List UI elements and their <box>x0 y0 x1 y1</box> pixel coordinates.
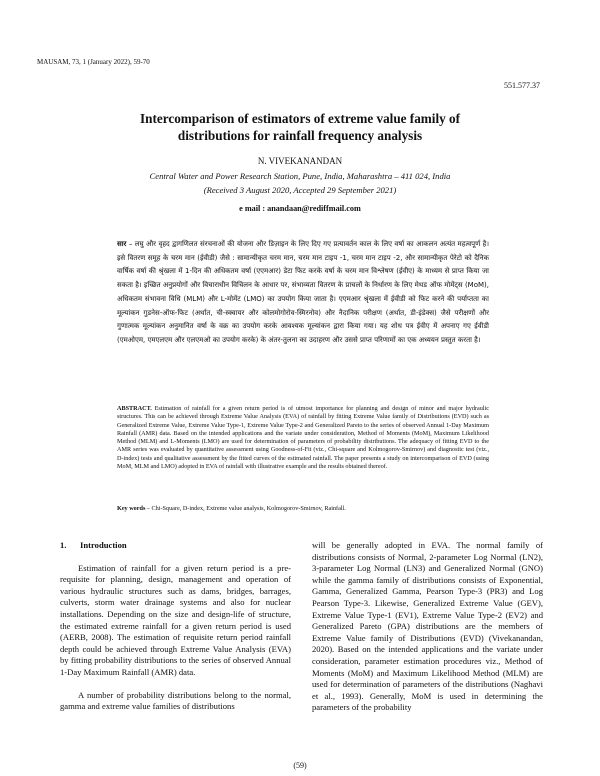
title-line-1: Intercomparison of estimators of extreme value family of <box>140 111 460 126</box>
intro-paragraph-right: will be generally adopted in EVA. The normal family of distributions consists of Normal, 2-parameter Log Normal (LN2), 3-parameter Log Normal (LN3) and Generalized Normal (GNO) while the gamma family of distributions consists of Exponential, Gamma, Generalized Gamma, Pearson Type-3 (PR3) and Log Pearson Type-3. Likewise, Generalized Extreme Value (GEV), Extreme Value Type-1 (EV1), Extreme Value Type-2 (EV2) and Generalized Pareto (GPA) distributions are the members of Extreme Value family of Distributions (EVD) (Vivekanandan, 2020). Based on the intended applications and the variate under consideration, parameter estimation procedures viz., Method of Moments (MoM) and Maximum Likelihood Method (MLM) are used for determination of parameters of the distributions (Naghavi et al., 1993). Generally, MoM is used in determining the parameters of the probability <box>312 540 543 713</box>
received-dates: (Received 3 August 2020, Accepted 29 September 2021) <box>203 185 397 195</box>
intro-paragraph-1: Estimation of rainfall for a given return period is a pre-requisite for planning, design, management and operation of various hydraulic structures such as dams, bridges, barrages, culverts, storm water drainage systems and also for nuclear installations. Depending on the size and design-life of structure, the estimated extreme rainfall for a given return period is used (AERB, 2008). The estimation of requisite return period rainfall depth could be achieved through Extreme Value Analysis (EVA) by fitting probability distributions to the series of observed Annual 1-Day Maximum Rainfall (AMR) data. <box>60 562 291 677</box>
body-column-right <box>312 540 543 725</box>
paper-title <box>60 110 540 144</box>
keywords-label: Key words <box>117 505 146 512</box>
author-name: N. VIVEKANANDAN <box>257 156 343 166</box>
page-number: (59) <box>293 761 307 770</box>
english-abstract <box>117 405 489 471</box>
keywords-text: – Chi-Square, D-index, Extreme value analysis, Kolmogorov-Smirnov, Rainfall. <box>145 505 346 512</box>
section-title: Introduction <box>80 540 127 550</box>
abstract-label: ABSTRACT. <box>117 405 152 412</box>
hindi-abstract-text: – लघु और वृहद द्वागणिलत संरचनाओं की योजना और डिज़ाइन के लिए दिए गए प्रत्यावर्तन काल के लिए वर्षा का आकलन अत्यंत महत्वपूर्ण है। इसे वितरण समूह के चरम मान (ईवीडी) जैसे : सामान्यीकृत चरम मान, चरम मान टाइप -1, चरम मान टाइप -2, और सामान्यीकृत पेरेटो को दैनिक वार्षिक वर्षा की श्रृंखला में 1-दिन की अधिकतम वर्षा (एएमआर) डेटा फिट करके वर्षा के चरम मान विश्लेषण (ईवीए) के माध्यम से प्राप्त किया जा सकता है। इच्छित अनुप्रयोगों और विचाराधीन विचिलन के आधार पर, संभाव्यता वितरण के प्राचलों के निर्धारण के लिए मेथड ऑफ मोमेंट्स (MoM), अधिकतम संभावना विधि (MLM) और L-मोमेंट (LMO) का उपयोग किया जाता है। एएमआर श्रृंखला में ईवीडी को फिट करने की पर्याप्तता का मूल्यांकन गुडनेस-ऑफ-फिट (अर्थात, ची-स्क्वायर और कोलमोगोरोव-स्मिरनोव) और नैदानिक परीक्षण (अर्थात, डी-इंडेक्स) जैसे परीक्षणों और गुणात्मक मूल्यांकन अनुमानित वर्षा के वक्र का उपयोग करके आवश्यक मूल्यांकन द्वारा किया गया। यह शोध पत्र ईवीए में अपनाए गए ईवीडी (एमओएम, एमएलएम और एलएमओ का उपयोग करके) के अंतर-तुलना का उदाहरण और उससे प्राप्त परिणामों का एक अध्ययन प्रस्तुत करता है। <box>117 240 489 344</box>
udc-number: 551.577.37 <box>504 81 540 90</box>
abstract-text: Estimation of rainfall for a given return period is of utmost importance for planning and design of minor and major hydraulic structures. This can be achieved through Extreme Value Analysis (EVA) of rainfall by fitting Extreme Value family of Distributions (EVD) such as Generalized Extreme Value, Extreme Value Type-1, Extreme Value Type-2 and Generalized Pareto to the series of observed Annual 1-Day Maximum Rainfall (AMR) data. Based on the intended applications and the variate under consideration, Method of Moments (MoM), Maximum Likelihood Method (MLM) and L-Moments (LMO) are used for determination of parameters of probability distributions. The adequacy of fitting EVD to the AMR series was evaluated by quantitative assessment using Goodness-of-Fit (viz., Chi-square and Kolmogorov-Smirnov) and diagnostic test (viz., D-index) tests and qualitative assessment by the fitted curves of the estimated rainfall. The paper presents a study on intercomparison of EVD (using MoM, MLM and LMO) adopted in EVA of rainfall with illustrative example and the results obtained thereof. <box>117 405 489 471</box>
hindi-abstract-label: सार <box>117 240 127 248</box>
section-number: 1. <box>60 540 67 550</box>
keywords <box>117 505 489 513</box>
journal-citation: MAUSAM, 73, 1 (January 2022), 59-70 <box>37 58 150 66</box>
hindi-abstract <box>117 238 489 348</box>
author-email: e mail : anandaan@rediffmail.com <box>239 204 361 213</box>
title-line-2: distributions for rainfall frequency analysis <box>177 128 423 143</box>
intro-paragraph-2: A number of probability distributions belong to the normal, gamma and extreme value families of distributions <box>60 689 291 712</box>
section-heading <box>60 540 291 552</box>
author-affiliation: Central Water and Power Research Station, Pune, India, Maharashtra – 411 024, India <box>149 171 451 181</box>
body-column-left <box>60 540 291 724</box>
